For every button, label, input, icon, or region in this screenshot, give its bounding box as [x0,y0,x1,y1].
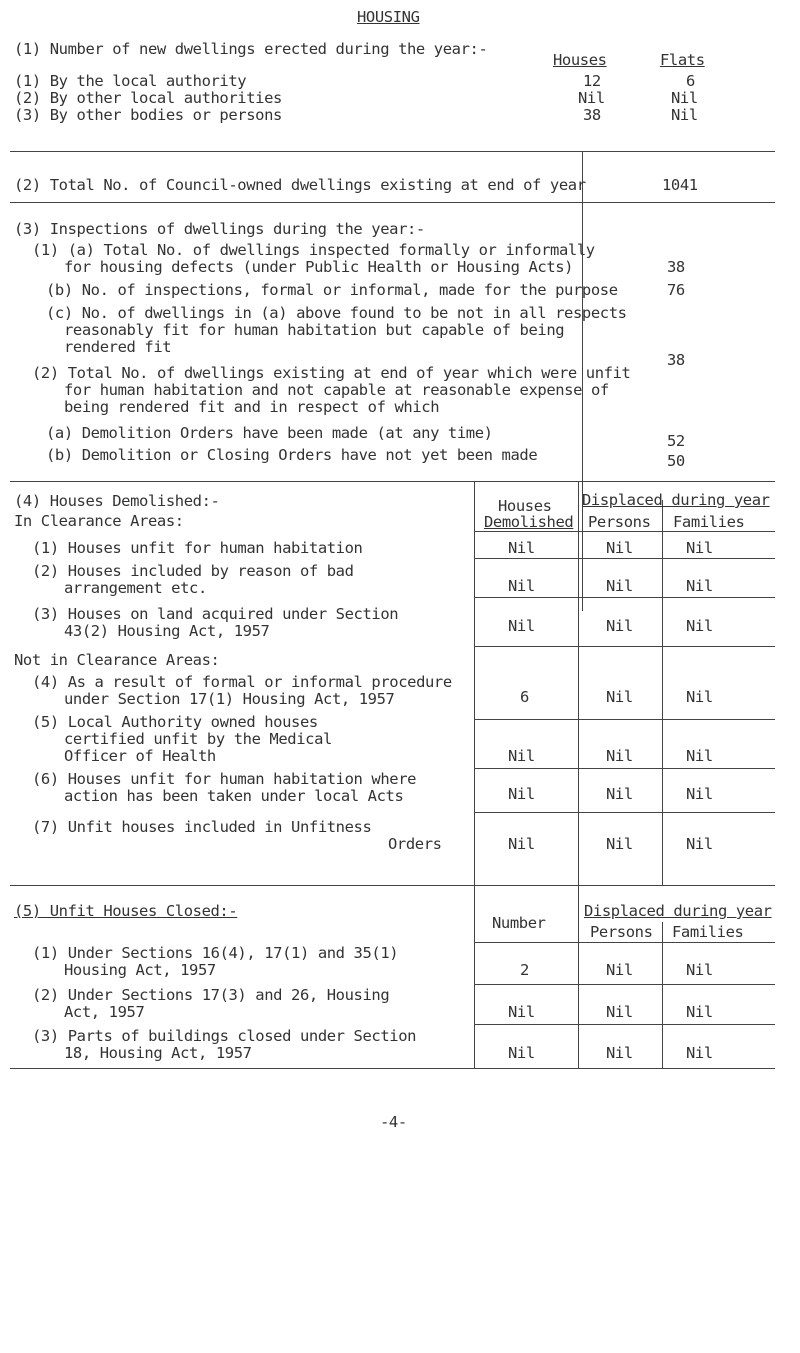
s4-r5-line2: certified unfit by the Medical [64,730,332,748]
s3-c-line1: (c) No. of dwellings in (a) above found to be not in all respects [46,304,627,322]
s3-b-value: 76 [667,281,685,299]
s4-col-persons: Persons [588,513,651,531]
s5-r1-bottom-line [474,984,775,985]
s4-heading: (4) Houses Demolished:- [14,492,220,510]
s3-total-line1: (2) Total No. of dwellings existing at end of year which were unfit [32,364,631,382]
s3-ta-value: 52 [667,432,685,450]
s1-col-flats: Flats [660,51,705,69]
s5-col-persons-left-line [578,885,579,1068]
s4-r7-demolished: Nil [508,835,535,853]
s5-r2-families: Nil [686,1003,713,1021]
s5-r3-number: Nil [508,1044,535,1062]
s3-c-value: 38 [667,351,685,369]
s5-r3-families: Nil [686,1044,713,1062]
s1-row-3-houses: 38 [583,106,601,124]
divider-s4-top [10,481,775,482]
divider-s2-top [10,151,775,152]
s4-r1-persons: Nil [606,539,633,557]
s5-r1-number: 2 [520,961,529,979]
s4-r5-bottom-line [474,768,775,769]
s3-a-value: 38 [667,258,685,276]
s3-b-line: (b) No. of inspections, formal or informal, made for the purpose [46,281,618,299]
s3-a-line2: for housing defects (under Public Health or Housing Acts) [64,258,574,276]
s4-r4-bottom-line [474,719,775,720]
s1-row-2-label: (2) By other local authorities [14,89,282,107]
s5-col-persons: Persons [590,923,653,941]
s5-r1-line2: Housing Act, 1957 [64,961,216,979]
s1-col-houses: Houses [553,51,607,69]
s5-r2-line1: (2) Under Sections 17(3) and 26, Housing [32,986,390,1004]
s4-r4-families: Nil [686,688,713,706]
s1-heading: (1) Number of new dwellings erected during the year:- [14,40,488,58]
s4-col-demolished-line1: Houses [498,497,552,515]
s5-bottom-line [10,1068,775,1069]
s3-tb-line: (b) Demolition or Closing Orders have not yet been made [46,446,538,464]
s5-col-number: Number [492,914,546,932]
s5-r3-persons: Nil [606,1044,633,1062]
s5-col-number-left-line [474,885,475,1068]
s4-r7-persons: Nil [606,835,633,853]
s2-label: (2) Total No. of Council-owned dwellings existing at end of year [14,176,586,194]
s4-r3-bottom-line [474,646,775,647]
s4-r1-bottom-line [474,558,775,559]
s4-r7-line2: Orders [388,835,442,853]
s4-r3-families: Nil [686,617,713,635]
s3-c-line3: rendered fit [64,338,172,356]
s4-col-demolished-left-line [474,481,475,885]
s4-col-families: Families [673,513,745,531]
s1-row-1-houses: 12 [583,72,601,90]
s4-r3-persons: Nil [606,617,633,635]
s4-r2-persons: Nil [606,577,633,595]
s5-col-displaced: Displaced during year [584,902,772,920]
s5-r1-persons: Nil [606,961,633,979]
s1-row-2-flats: Nil [671,89,698,107]
s4-header-bottom-line [474,531,775,532]
s4-r2-line2: arrangement etc. [64,579,207,597]
s5-col-families: Families [672,923,744,941]
s4-r1-demolished: Nil [508,539,535,557]
divider-s3-top [10,202,775,203]
page-title: HOUSING [357,8,420,26]
s4-r3-line2: 43(2) Housing Act, 1957 [64,622,270,640]
s1-row-1-flats: 6 [686,72,695,90]
s4-r5-persons: Nil [606,747,633,765]
s1-row-1-label: (1) By the local authority [14,72,247,90]
s5-header-bottom-line [474,942,775,943]
s3-total-line2: for human habitation and not capable at reasonable expense of [64,381,609,399]
divider-s5-top [10,885,775,886]
s4-r4-demolished: 6 [520,688,529,706]
s3-tb-value: 50 [667,452,685,470]
s4-r6-demolished: Nil [508,785,535,803]
s4-r1-families: Nil [686,539,713,557]
s4-r3-line1: (3) Houses on land acquired under Section [32,605,399,623]
s5-r2-line2: Act, 1957 [64,1003,145,1021]
s4-r5-demolished: Nil [508,747,535,765]
s2-value: 1041 [662,176,698,194]
s4-r2-bottom-line [474,597,775,598]
s4-r3-demolished: Nil [508,617,535,635]
s4-r7-line1: (7) Unfit houses included in Unfitness [32,818,372,836]
s1-row-3-label: (3) By other bodies or persons [14,106,282,124]
s5-r3-line2: 18, Housing Act, 1957 [64,1044,252,1062]
s4-col-displaced: Displaced during year [582,491,770,509]
s5-r1-line1: (1) Under Sections 16(4), 17(1) and 35(1) [32,944,399,962]
s4-r2-demolished: Nil [508,577,535,595]
s4-r4-line1: (4) As a result of formal or informal procedure [32,673,452,691]
s4-r5-line3: Officer of Health [64,747,216,765]
s4-r6-families: Nil [686,785,713,803]
s5-col-families-left-line [662,922,663,1068]
s4-r6-persons: Nil [606,785,633,803]
s4-r6-line2: action has been taken under local Acts [64,787,404,805]
s4-r2-families: Nil [686,577,713,595]
s1-row-2-houses: Nil [578,89,605,107]
s1-row-3-flats: Nil [671,106,698,124]
s3-a-line1: (1) (a) Total No. of dwellings inspected formally or informally [32,241,595,259]
s3-ta-line: (a) Demolition Orders have been made (at any time) [46,424,493,442]
s4-r7-families: Nil [686,835,713,853]
s4-clearance-label: In Clearance Areas: [14,512,184,530]
s5-r1-families: Nil [686,961,713,979]
s4-r6-bottom-line [474,812,775,813]
s5-r2-number: Nil [508,1003,535,1021]
s3-heading: (3) Inspections of dwellings during the year:- [14,220,425,238]
s4-r1-line1: (1) Houses unfit for human habitation [32,539,363,557]
s4-r5-line1: (5) Local Authority owned houses [32,713,318,731]
s4-col-persons-left-line [578,481,579,885]
s4-r6-line1: (6) Houses unfit for human habitation where [32,770,417,788]
s5-r2-persons: Nil [606,1003,633,1021]
s4-col-demolished-line2: Demolished [484,513,574,531]
page-number: -4- [380,1113,407,1131]
s4-r2-line1: (2) Houses included by reason of bad [32,562,354,580]
s4-r4-line2: under Section 17(1) Housing Act, 1957 [64,690,395,708]
s3-total-line3: being rendered fit and in respect of which [64,398,440,416]
s4-not-clearance-label: Not in Clearance Areas: [14,651,220,669]
s5-heading: (5) Unfit Houses Closed:- [14,902,238,920]
s4-r5-families: Nil [686,747,713,765]
s3-c-line2: reasonably fit for human habitation but capable of being [64,321,565,339]
s4-r4-persons: Nil [606,688,633,706]
s5-r3-line1: (3) Parts of buildings closed under Section [32,1027,417,1045]
s5-r2-bottom-line [474,1024,775,1025]
